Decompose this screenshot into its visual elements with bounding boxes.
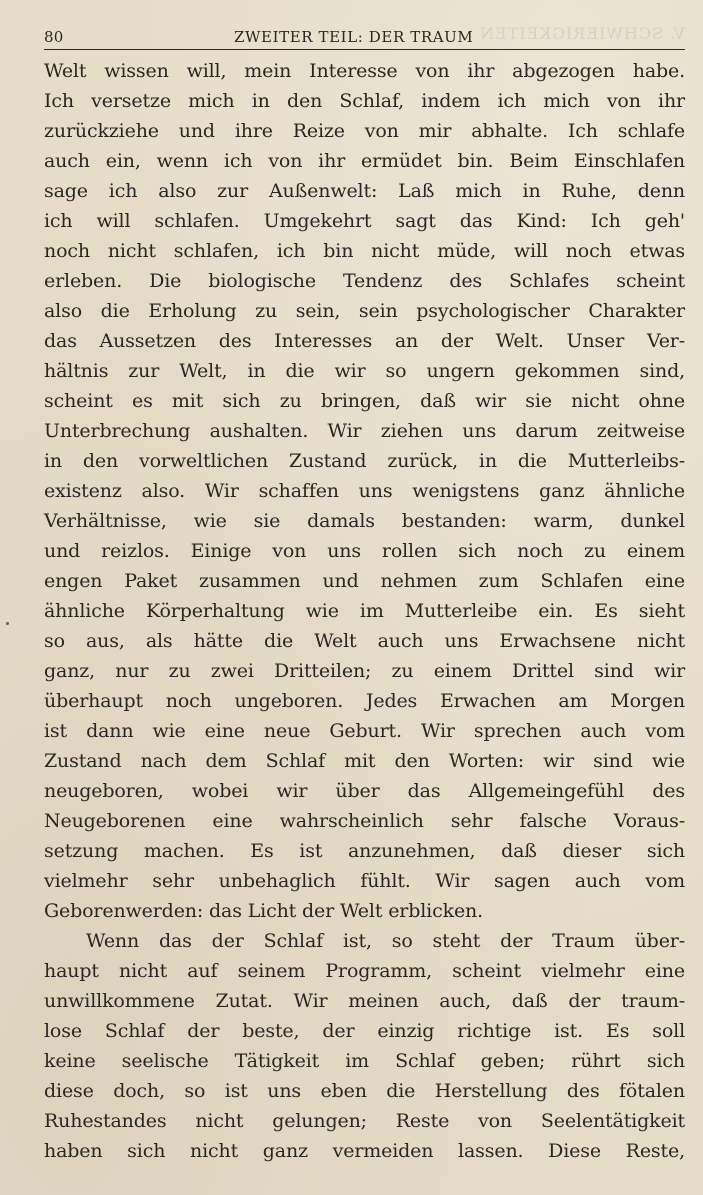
text-line: erleben. Die biologische Tendenz des Schlafes scheint <box>44 270 685 292</box>
text-line: diese doch, so ist uns eben die Herstellung des fötalen <box>44 1080 685 1102</box>
text-line: Unterbrechung aushalten. Wir ziehen uns darum zeitweise <box>44 420 685 442</box>
text-line: zurückziehe und ihre Reize von mir abhalte. Ich schlafe <box>44 120 685 142</box>
text-line: engen Paket zusammen und nehmen zum Schlafen eine <box>44 570 685 592</box>
text-line: vielmehr sehr unbehaglich fühlt. Wir sagen auch vom <box>44 870 685 892</box>
text-line: keine seelische Tätigkeit im Schlaf geben; rührt sich <box>44 1050 685 1072</box>
text-line: noch nicht schlafen, ich bin nicht müde, will noch etwas <box>44 240 685 262</box>
text-line: Verhältnisse, wie sie damals bestanden: warm, dunkel <box>44 510 685 532</box>
text-line: ist dann wie eine neue Geburt. Wir sprechen auch vom <box>44 720 685 742</box>
text-line: existenz also. Wir schaffen uns wenigstens ganz ähnliche <box>44 480 685 502</box>
text-line: ganz, nur zu zwei Dritteilen; zu einem Drittel sind wir <box>44 660 685 682</box>
body-text <box>44 56 685 1166</box>
text-line: ähnliche Körperhaltung wie im Mutterleibe ein. Es sieht <box>44 600 685 622</box>
text-line: auch ein, wenn ich von ihr ermüdet bin. Beim Einschlafen <box>44 150 685 172</box>
text-line-paragraph-end: Geborenwerden: das Licht der Welt erblicken. <box>44 900 484 922</box>
text-line: neugeboren, wobei wir über das Allgemeingefühl des <box>44 780 685 802</box>
text-line: sage ich also zur Außenwelt: Laß mich in Ruhe, denn <box>44 180 685 202</box>
text-line: Neugeborenen eine wahrscheinlich sehr falsche Voraus- <box>44 810 685 832</box>
text-line: in den vorweltlichen Zustand zurück, in die Mutterleibs- <box>44 450 685 472</box>
text-line: Welt wissen will, mein Interesse von ihr abgezogen habe. <box>44 60 685 82</box>
text-line: Zustand nach dem Schlaf mit den Worten: wir sind wie <box>44 750 685 772</box>
page-number: 80 <box>44 28 64 46</box>
text-line: haben sich nicht ganz vermeiden lassen. Diese Reste, <box>44 1140 685 1162</box>
text-line: so aus, als hätte die Welt auch uns Erwachsene nicht <box>44 630 685 652</box>
text-line: scheint es mit sich zu bringen, daß wir sie nicht ohne <box>44 390 685 412</box>
text-line: Ruhestandes nicht gelungen; Reste von Seelentätigkeit <box>44 1110 685 1132</box>
text-line: überhaupt noch ungeboren. Jedes Erwachen am Morgen <box>44 690 685 712</box>
margin-speck <box>6 622 9 625</box>
text-line: haupt nicht auf seinem Programm, scheint vielmehr eine <box>44 960 685 982</box>
page-header <box>44 24 685 50</box>
text-line: und reizlos. Einige von uns rollen sich noch zu einem <box>44 540 685 562</box>
text-line-paragraph-start: Wenn das der Schlaf ist, so steht der Traum über- <box>86 930 685 952</box>
running-head: ZWEITER TEIL: DER TRAUM <box>234 28 474 46</box>
text-line: das Aussetzen des Interesses an der Welt. Unser Ver- <box>44 330 685 352</box>
text-line: Ich versetze mich in den Schlaf, indem ich mich von ihr <box>44 90 685 112</box>
show-through-text: V. SCHWIERIGKEITEN <box>479 24 685 43</box>
text-line: also die Erholung zu sein, sein psychologischer Charakter <box>44 300 685 322</box>
text-line: setzung machen. Es ist anzunehmen, daß dieser sich <box>44 840 685 862</box>
text-line: lose Schlaf der beste, der einzig richtige ist. Es soll <box>44 1020 685 1042</box>
text-line: hältnis zur Welt, in die wir so ungern gekommen sind, <box>44 360 685 382</box>
text-line: ich will schlafen. Umgekehrt sagt das Kind: Ich geh' <box>44 210 685 232</box>
text-line: unwillkommene Zutat. Wir meinen auch, daß der traum- <box>44 990 685 1012</box>
